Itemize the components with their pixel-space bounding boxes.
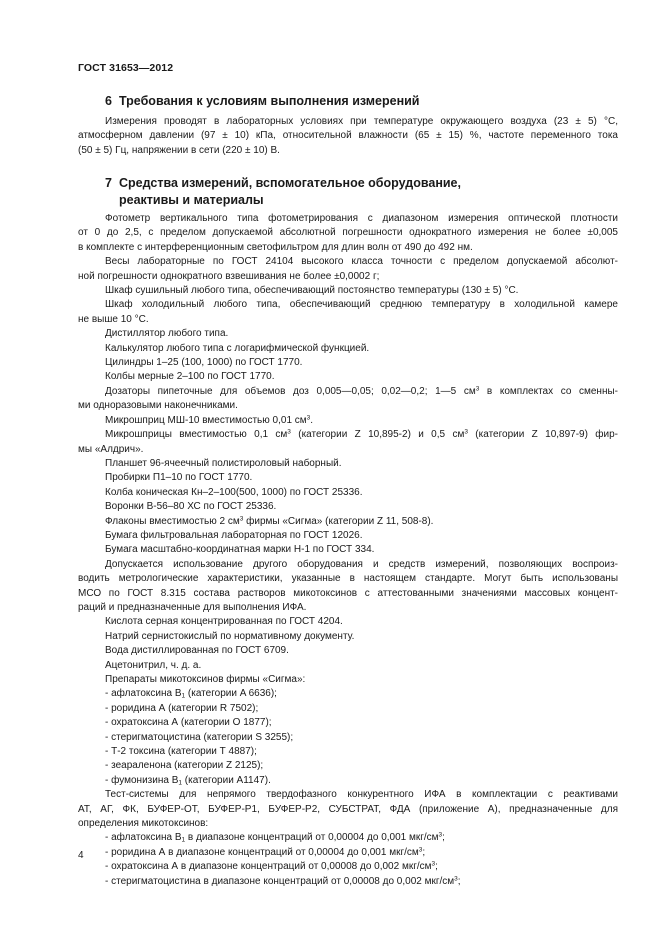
text-fragment: ; xyxy=(442,832,445,844)
superscript: 3 xyxy=(464,428,468,436)
paragraph-cylinders: Цилиндры 1–25 (100, 1000) по ГОСТ 1770. xyxy=(105,357,303,369)
text-fragment: - фумонизина B xyxy=(105,774,179,786)
text-line: АТ, АГ, ФК, БУФЕР-ОТ, БУФЕР-Р1, БУФЕР-Р2, СУБСТРАТ, ФДА (приложение А), предназначенные для xyxy=(78,803,618,815)
list-item xyxy=(78,687,618,701)
text-fragment: - афлатоксина B xyxy=(105,688,182,700)
text-line: МСО по ГОСТ 8.315 состава растворов микотоксинов с аттестованными значениями массовых концент- xyxy=(78,587,618,599)
paragraph-refrigerator xyxy=(78,298,618,327)
text-line: (50 ± 5) Гц, напряжении в сети (220 ± 10) В. xyxy=(78,144,280,156)
text-line: Измерения проводят в лабораторных условиях при температуре окружающего воздуха (23 ± 5) °C, xyxy=(105,116,618,127)
text-fragment: ; xyxy=(457,875,461,887)
text-line: Шкаф холодильный любого типа, обеспечивающий среднюю температуру в холодильной камере xyxy=(105,299,618,311)
text-fragment: - роридина А в диапазоне концентраций от 0,00004 до 0,001 мкг/см xyxy=(105,846,419,858)
text-fragment: фирмы «Сигма» (категории Z 11, 508-8). xyxy=(243,515,434,527)
paragraph-vials xyxy=(78,515,618,529)
list-item: - зеараленона (категории Z 2125); xyxy=(105,760,264,772)
superscript: 3 xyxy=(306,414,311,422)
paragraph-calculator: Калькулятор любого типа с логарифмической функцией. xyxy=(105,342,370,354)
text-fragment: Дозаторы пипеточные для объемов доз 0,005—0,05; 0,02—0,2; 1—5 см xyxy=(105,385,476,397)
superscript: 3 xyxy=(239,515,244,523)
paragraph-test-systems xyxy=(78,788,618,831)
paragraph-acetonitrile: Ацетонитрил, ч. д. а. xyxy=(105,659,202,671)
paragraph-tubes: Пробирки П1–10 по ГОСТ 1770. xyxy=(105,472,253,484)
text-fragment: Микрошприцы вместимостью 0,1 см xyxy=(105,429,288,441)
subscript: 1 xyxy=(178,779,182,787)
text-line: атмосферном давлении (97 ± 10) кПа, относительной влажности (65 ± 15) %, частоте переменного тока xyxy=(78,130,618,142)
list-item xyxy=(78,846,618,860)
text-fragment: - афлатоксина B xyxy=(105,832,182,844)
list-item xyxy=(78,875,618,889)
section-6-paragraph xyxy=(78,115,618,158)
paragraph-graph-paper: Бумага масштабно-координатная марки Н-1 по ГОСТ 334. xyxy=(105,544,375,556)
text-line: Допускается использование другого оборудования и средств измерений, позволяющих воспроиз- xyxy=(105,558,618,570)
section-7-title-line2: реактивы и материалы xyxy=(119,193,264,207)
superscript: 3 xyxy=(418,846,423,854)
text-line: водить метрологические характеристики, указанные в настоящем стандарте. Могут быть использованы xyxy=(78,573,618,585)
text-fragment: - стеригматоцистина в диапазоне концентраций от 0,00008 до 0,002 мкг/см xyxy=(105,875,455,887)
paragraph-sodium-sulfite: Натрий сернистокислый по нормативному документу. xyxy=(105,630,355,642)
text-line: Тест-системы для непрямого твердофазного конкурентного ИФА в комплектации с реактивами xyxy=(105,789,618,801)
section-7-title-line1: Средства измерений, вспомогательное оборудование, xyxy=(119,176,461,190)
text-fragment: (категории Z 10,895-2) и 0,5 см xyxy=(290,429,465,441)
text-fragment: Микрошприц МШ-10 вместимостью 0,01 см xyxy=(105,414,307,426)
text-line: Весы лабораторные по ГОСТ 24104 высокого класса точности с пределом допускаемой абсолют- xyxy=(105,256,618,268)
text-line: в комплекте с интерференционным светофильтром для длин волн от 490 до 492 нм. xyxy=(78,241,473,253)
paragraph-sulfuric-acid: Кислота серная концентрированная по ГОСТ 4204. xyxy=(105,616,343,628)
list-item xyxy=(78,860,618,874)
superscript: 3 xyxy=(287,428,291,436)
text-line: не выше 10 °C. xyxy=(78,313,149,325)
text-fragment: в диапазоне концентраций от 0,00004 до 0,001 мкг/см xyxy=(185,832,439,844)
text-line: раций и предназначенные для выполнения ИФА. xyxy=(78,601,307,613)
paragraph-distiller: Дистиллятор любого типа. xyxy=(105,328,229,340)
list-item xyxy=(78,831,618,845)
superscript: 3 xyxy=(431,860,436,868)
paragraph-water: Вода дистиллированная по ГОСТ 6709. xyxy=(105,645,289,657)
superscript: 3 xyxy=(454,875,458,883)
section-6-heading xyxy=(105,93,420,110)
paragraph-alternatives xyxy=(78,558,618,616)
list-item: - роридина А (категории R 7502); xyxy=(105,702,259,714)
paragraph-mycotoxin-preparations: Препараты микотоксинов фирмы «Сигма»: xyxy=(105,674,306,685)
superscript: 3 xyxy=(475,385,480,393)
document-header: ГОСТ 31653—2012 xyxy=(78,62,174,74)
list-item: - Т-2 токсина (категории Т 4887); xyxy=(105,746,257,758)
text-fragment: (категории A1147). xyxy=(181,774,271,786)
text-line: ми одноразовыми наконечниками. xyxy=(78,400,238,412)
paragraph-flasks: Колбы мерные 2–100 по ГОСТ 1770. xyxy=(105,371,275,383)
text-fragment: Флаконы вместимостью 2 см xyxy=(105,515,240,527)
section-6-title: Требования к условиям выполнения измерений xyxy=(119,94,420,108)
text-fragment: . xyxy=(310,414,314,426)
text-fragment: ; xyxy=(435,861,438,873)
text-fragment: (категории Z 10,897-9) фир- xyxy=(467,429,618,441)
paragraph-drying-oven: Шкаф сушильный любого типа, обеспечивающий постоянство температуры (130 ± 5) °C. xyxy=(105,285,519,297)
subscript: 1 xyxy=(181,692,186,700)
text-line: Фотометр вертикального типа фотометрирования с диапазоном измерения оптической плотности xyxy=(105,213,618,224)
text-line: ной погрешности однократного взвешивания не более ±0,0002 г; xyxy=(78,270,380,282)
section-7-number: 7 xyxy=(105,176,112,190)
list-item: - охратоксина А (категории О 1877); xyxy=(105,717,272,729)
text-fragment: - охратоксина А в диапазоне концентраций от 0,00008 до 0,002 мкг/см xyxy=(105,861,432,873)
text-line: мы «Алдрич». xyxy=(78,443,144,455)
text-fragment: ; xyxy=(422,846,426,858)
section-7-body xyxy=(78,212,618,889)
list-item: - стеригматоцистина (категории S 3255); xyxy=(105,731,294,743)
paragraph-plate: Планшет 96-ячеечный полистироловый наборный. xyxy=(105,457,342,469)
page-number: 4 xyxy=(78,850,84,861)
text-line: от 0 до 2,5, с пределом допускаемой абсолютной погрешности однократного измерения не более ±0,005 xyxy=(78,227,618,239)
list-item xyxy=(78,774,618,788)
paragraph-conical-flask: Колба коническая Кн–2–100(500, 1000) по ГОСТ 25336. xyxy=(105,486,363,498)
text-fragment: в комплектах со сменны- xyxy=(479,385,618,397)
text-fragment: (категории A 6636); xyxy=(185,688,277,700)
paragraph-photometer xyxy=(78,212,618,255)
paragraph-microsyringes xyxy=(78,428,618,457)
paragraph-microsyringe xyxy=(78,414,618,428)
text-line: определения микотоксинов: xyxy=(78,818,209,830)
section-6-number: 6 xyxy=(105,94,112,108)
section-7-heading xyxy=(105,175,461,209)
superscript: 3 xyxy=(438,831,443,839)
subscript: 1 xyxy=(181,836,186,844)
paragraph-dispensers xyxy=(78,385,618,414)
paragraph-filter-paper: Бумага фильтровальная лабораторная по ГОСТ 12026. xyxy=(105,529,363,541)
paragraph-scales xyxy=(78,255,618,284)
paragraph-funnels: Воронки В-56–80 ХС по ГОСТ 25336. xyxy=(105,501,277,513)
